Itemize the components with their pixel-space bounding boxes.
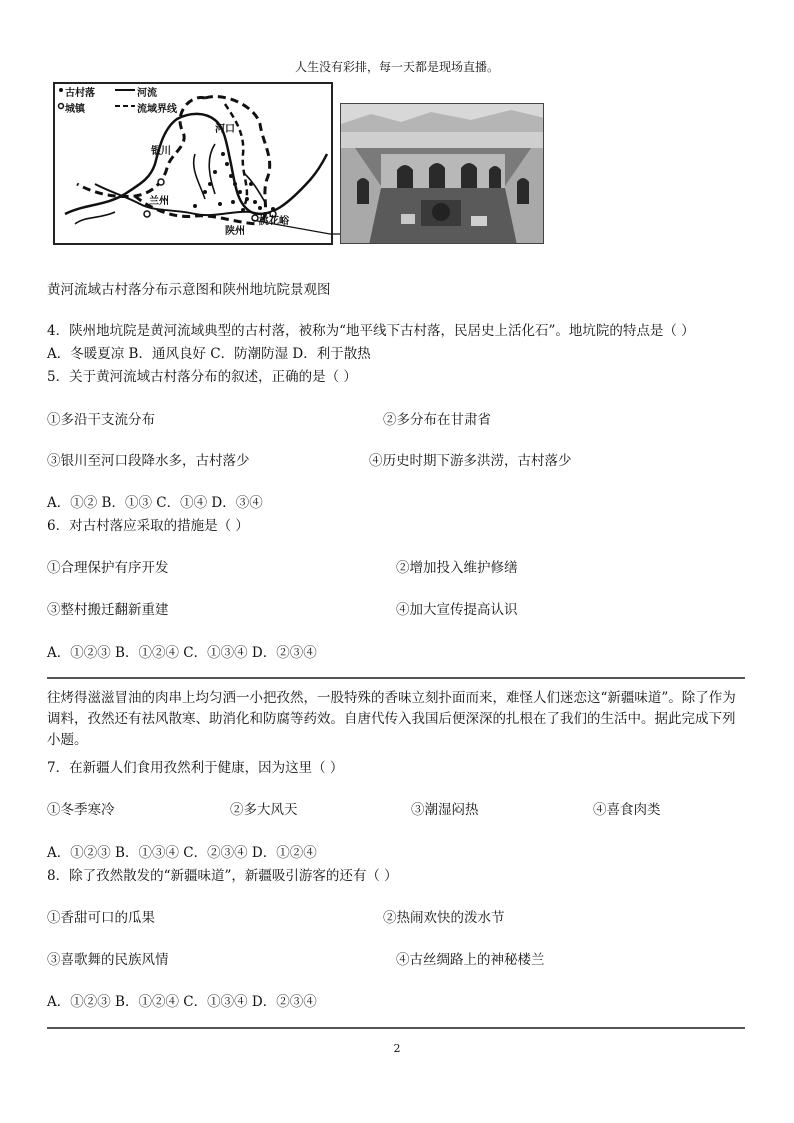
q6-stem: 6．对古村落应采取的措施是（ ） (47, 518, 249, 534)
q7-stem: 7．在新疆人们食用孜然利于健康，因为这里（ ） (47, 760, 344, 776)
q4-options: A．冬暖夏凉 B．通风良好 C．防潮防湿 D．利于散热 (47, 346, 371, 362)
section-divider (47, 677, 745, 679)
courtyard-drawing (341, 104, 544, 244)
q8-statement-4: ④古丝绸路上的神秘楼兰 (396, 952, 545, 968)
q5-statement-3: ③银川至河口段降水多，古村落少 (47, 453, 250, 469)
legend-village: 古村落 (65, 88, 95, 99)
q6-options: A．①②③ B．①②④ C．①③④ D．②③④ (47, 645, 317, 661)
q5-options: A．①② B．①③ C．①④ D．③④ (47, 495, 263, 511)
q8-stem: 8．除了孜然散发的“新疆味道”，新疆吸引游客的还有（ ） (47, 868, 398, 884)
dikengyuan-photo (340, 103, 544, 244)
q8-statement-2: ②热闹欢快的泼水节 (383, 910, 505, 926)
q6-statement-4: ④加大宣传提高认识 (396, 602, 518, 618)
label-shanzhou: 陕州 (225, 226, 245, 237)
q6-statement-3: ③整村搬迁翻新重建 (47, 602, 169, 618)
label-hekou: 河口 (215, 124, 235, 135)
q4-stem: 4．陕州地坑院是黄河流域典型的古村落，被称为“地平线下古村落，民居史上活化石”。地坑院的特点是（ ） (47, 323, 695, 339)
q5-statement-4: ④历史时期下游多洪涝，古村落少 (369, 453, 572, 469)
legend-city: 城镇 (65, 104, 85, 115)
q7-statement-4: ④喜食肉类 (593, 802, 661, 818)
label-taohuayu: 桃花峪 (259, 216, 289, 227)
page-header: 人生没有彩排，每一天都是现场直播。 (294, 60, 499, 74)
q7-options: A．①②③ B．①③④ C．②③④ D．①②④ (47, 845, 317, 861)
map-photo-connector (250, 200, 350, 240)
label-yinchuan: 银川 (151, 146, 171, 157)
figure-caption: 黄河流域古村落分布示意图和陕州地坑院景观图 (47, 282, 331, 298)
q8-statement-3: ③喜歌舞的民族风情 (47, 952, 169, 968)
label-lanzhou: 兰州 (149, 196, 169, 207)
legend-river: 河流 (137, 88, 157, 99)
q8-statement-1: ①香甜可口的瓜果 (47, 910, 155, 926)
q6-statement-1: ①合理保护有序开发 (47, 560, 169, 576)
q5-statement-2: ②多分布在甘肃省 (383, 412, 491, 428)
q6-statement-2: ②增加投入维护修缮 (396, 560, 518, 576)
page-number: 2 (393, 1042, 401, 1055)
legend-boundary: 流域界线 (137, 104, 177, 115)
q7-statement-2: ②多大风天 (230, 802, 298, 818)
q5-statement-1: ①多沿干支流分布 (47, 412, 155, 428)
q7-statement-3: ③潮湿闷热 (411, 802, 479, 818)
q7-statement-1: ①冬季寒冷 (47, 802, 115, 818)
q5-stem: 5．关于黄河流域古村落分布的叙述，正确的是（ ） (47, 369, 357, 385)
bottom-divider (47, 1027, 745, 1029)
passage-text: 往烤得滋滋冒油的肉串上均匀洒一小把孜然，一股特殊的香味立刻扑面而来，难怪人们迷恋这“新疆味道”。除了作为调料，孜然还有祛风散寒、助消化和防腐等药效。自唐代传入我国后便深深的扎根在了我们的生活中。据此完成下列小题。 (47, 690, 736, 748)
q8-options: A．①②③ B．①②④ C．①③④ D．②③④ (47, 994, 317, 1010)
